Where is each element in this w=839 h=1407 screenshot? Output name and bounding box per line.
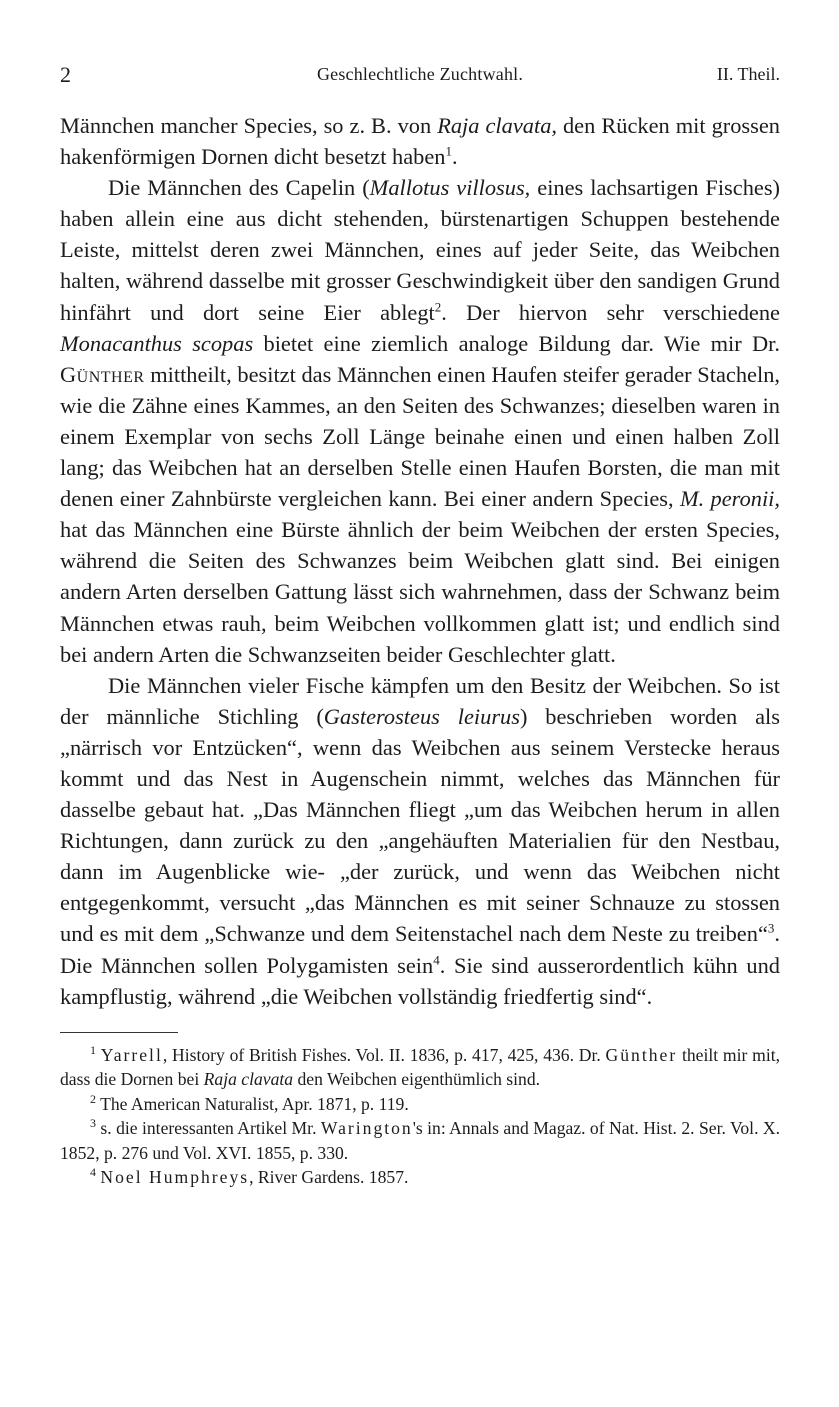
text-run: s. die interessanten Artikel Mr. xyxy=(100,1118,321,1139)
paragraph-3 xyxy=(60,670,780,1012)
species-name: Gasterosteus leiurus xyxy=(323,703,520,729)
running-title: Geschlechtliche Zuchtwahl. xyxy=(316,64,524,84)
author-name: Warington xyxy=(320,1118,413,1139)
footnote-marker: 2 xyxy=(90,1091,96,1106)
text-run: Die Männchen des Capelin ( xyxy=(108,175,370,201)
text-run: , History of British Fishes. Vol. II. 1836, p. 417, 425, 436. Dr. xyxy=(162,1044,606,1065)
text-run: hat das Männchen eine Bürste ähnlich der beim Weibchen der ersten Species, während die Seiten des Schwanzes beim Weibchen glatt sind. Bei einigen andern Arten derselben Gattung lässt sich wahrnehmen, dass der Schwanz beim Männchen etwas rauh, beim Weibchen vollkommen glatt ist; und endlich sind bei andern Arten die Schwanzseiten beider Geschlechter glatt. xyxy=(60,517,780,667)
footnote-marker: 1 xyxy=(90,1042,96,1057)
footnote-1 xyxy=(60,1043,780,1092)
author-name: Noel Humphreys xyxy=(100,1167,250,1188)
text-run: Männchen mancher Species, so z. B. von xyxy=(60,113,438,138)
species-name: Raja clavata xyxy=(203,1069,294,1090)
author-name: Günther xyxy=(605,1044,678,1065)
text-run: eines lachsartigen Fisches) haben allein eine aus dicht stehenden, bürstenartigen Schuppen bestehende Leiste, mittelst deren zwei Männchen, eines auf jeder Seite, das Weibchen halten, während dasselbe mit grosser Geschwindigkeit über den sandigen Grund hinfährt und dort seine Eier ablegt xyxy=(60,175,780,325)
text-run: , River Gardens. 1857. xyxy=(249,1167,409,1188)
footnote-ref: 4 xyxy=(433,952,440,968)
text-run: den Rücken mit grossen hakenförmigen Dornen dicht besetzt haben xyxy=(60,113,780,170)
book-page xyxy=(60,58,780,1190)
person-name: Günther xyxy=(60,361,145,387)
page-number: 2 xyxy=(60,62,71,87)
footnote-ref: 3 xyxy=(767,920,775,936)
text-run: . xyxy=(451,144,458,170)
text-run: . Sie sind ausserordentlich kühn und kampflustig, während „die Weibchen vollständig friedfertig sind“. xyxy=(60,952,780,1009)
text-run: mittheilt, besitzt das Männchen einen Haufen steifer gerader Stacheln, wie die Zähne eines Kammes, an den Seiten des Schwanzes; dieselben waren in einem Exemplar von sechs Zoll Länge beinahe einen und einen halben Zoll lang; das Weibchen hat an derselben Stelle einen Haufen Borsten, die man mit denen einer Zahnbürste vergleichen kann. Bei einer andern Species, xyxy=(60,361,780,512)
footnote-marker: 4 xyxy=(90,1165,96,1180)
text-run: ) beschrieben worden als „närrisch vor Entzücken“, wenn das Weibchen aus seinem Verstecke heraus kommt und das Nest in Augenschein nimmt, welches das Männchen für dasselbe gebaut hat. „Das Männchen fliegt „um das Weibchen herum in allen Richtungen, dann zurück zu den „angehäuften Materialien für den Nestbau, dann im Augenblicke wie- „der zurück, und wenn das Weibchen nicht entgegenkommt, versucht „das Männchen es mit seiner Schnauze zu stossen und es mit dem „Schwanze und dem Seitenstachel nach dem Neste zu treiben“ xyxy=(60,703,780,947)
paragraph-1 xyxy=(60,110,780,172)
footnote-4 xyxy=(60,1165,780,1190)
species-name: Mallotus villosus, xyxy=(369,175,531,201)
footnote-3 xyxy=(60,1116,780,1165)
footnote-divider xyxy=(60,1032,178,1033)
footnote-marker: 3 xyxy=(90,1116,96,1131)
paragraph-2 xyxy=(60,172,780,670)
running-header xyxy=(60,58,780,94)
species-name: Monacanthus scopas xyxy=(60,330,254,356)
part-label: II. Theil. xyxy=(716,64,780,84)
text-run: den Weibchen eigenthümlich sind. xyxy=(293,1069,541,1090)
main-text xyxy=(60,110,780,1012)
text-run: bietet eine ziemlich analoge Bildung dar. Wie mir Dr. xyxy=(253,330,780,356)
text-run: The American Naturalist, Apr. 1871, p. 119. xyxy=(100,1093,409,1114)
footnote-ref: 1 xyxy=(445,143,452,159)
author-name: Yarrell xyxy=(100,1044,163,1065)
text-run: Die Männchen vieler Fische kämpfen um den Besitz der Weibchen. So ist der männliche Stichling ( xyxy=(60,672,780,729)
text-run: 's in: Annals and Magaz. of Nat. Hist. 2. Ser. Vol. X. 1852, p. 276 und Vol. XVI. 1855, p. 330. xyxy=(60,1118,780,1163)
footnote-2 xyxy=(60,1092,780,1117)
species-name: Raja clavata, xyxy=(437,113,557,138)
footnote-ref: 2 xyxy=(434,299,442,315)
text-run: . Die Männchen sollen Polygamisten sein xyxy=(60,921,780,978)
footnotes xyxy=(60,1043,780,1190)
text-run: theilt mir mit, dass die Dornen bei xyxy=(60,1044,780,1090)
text-run: . Der hiervon sehr verschiedene xyxy=(441,299,780,325)
species-name: M. peronii, xyxy=(679,486,780,512)
